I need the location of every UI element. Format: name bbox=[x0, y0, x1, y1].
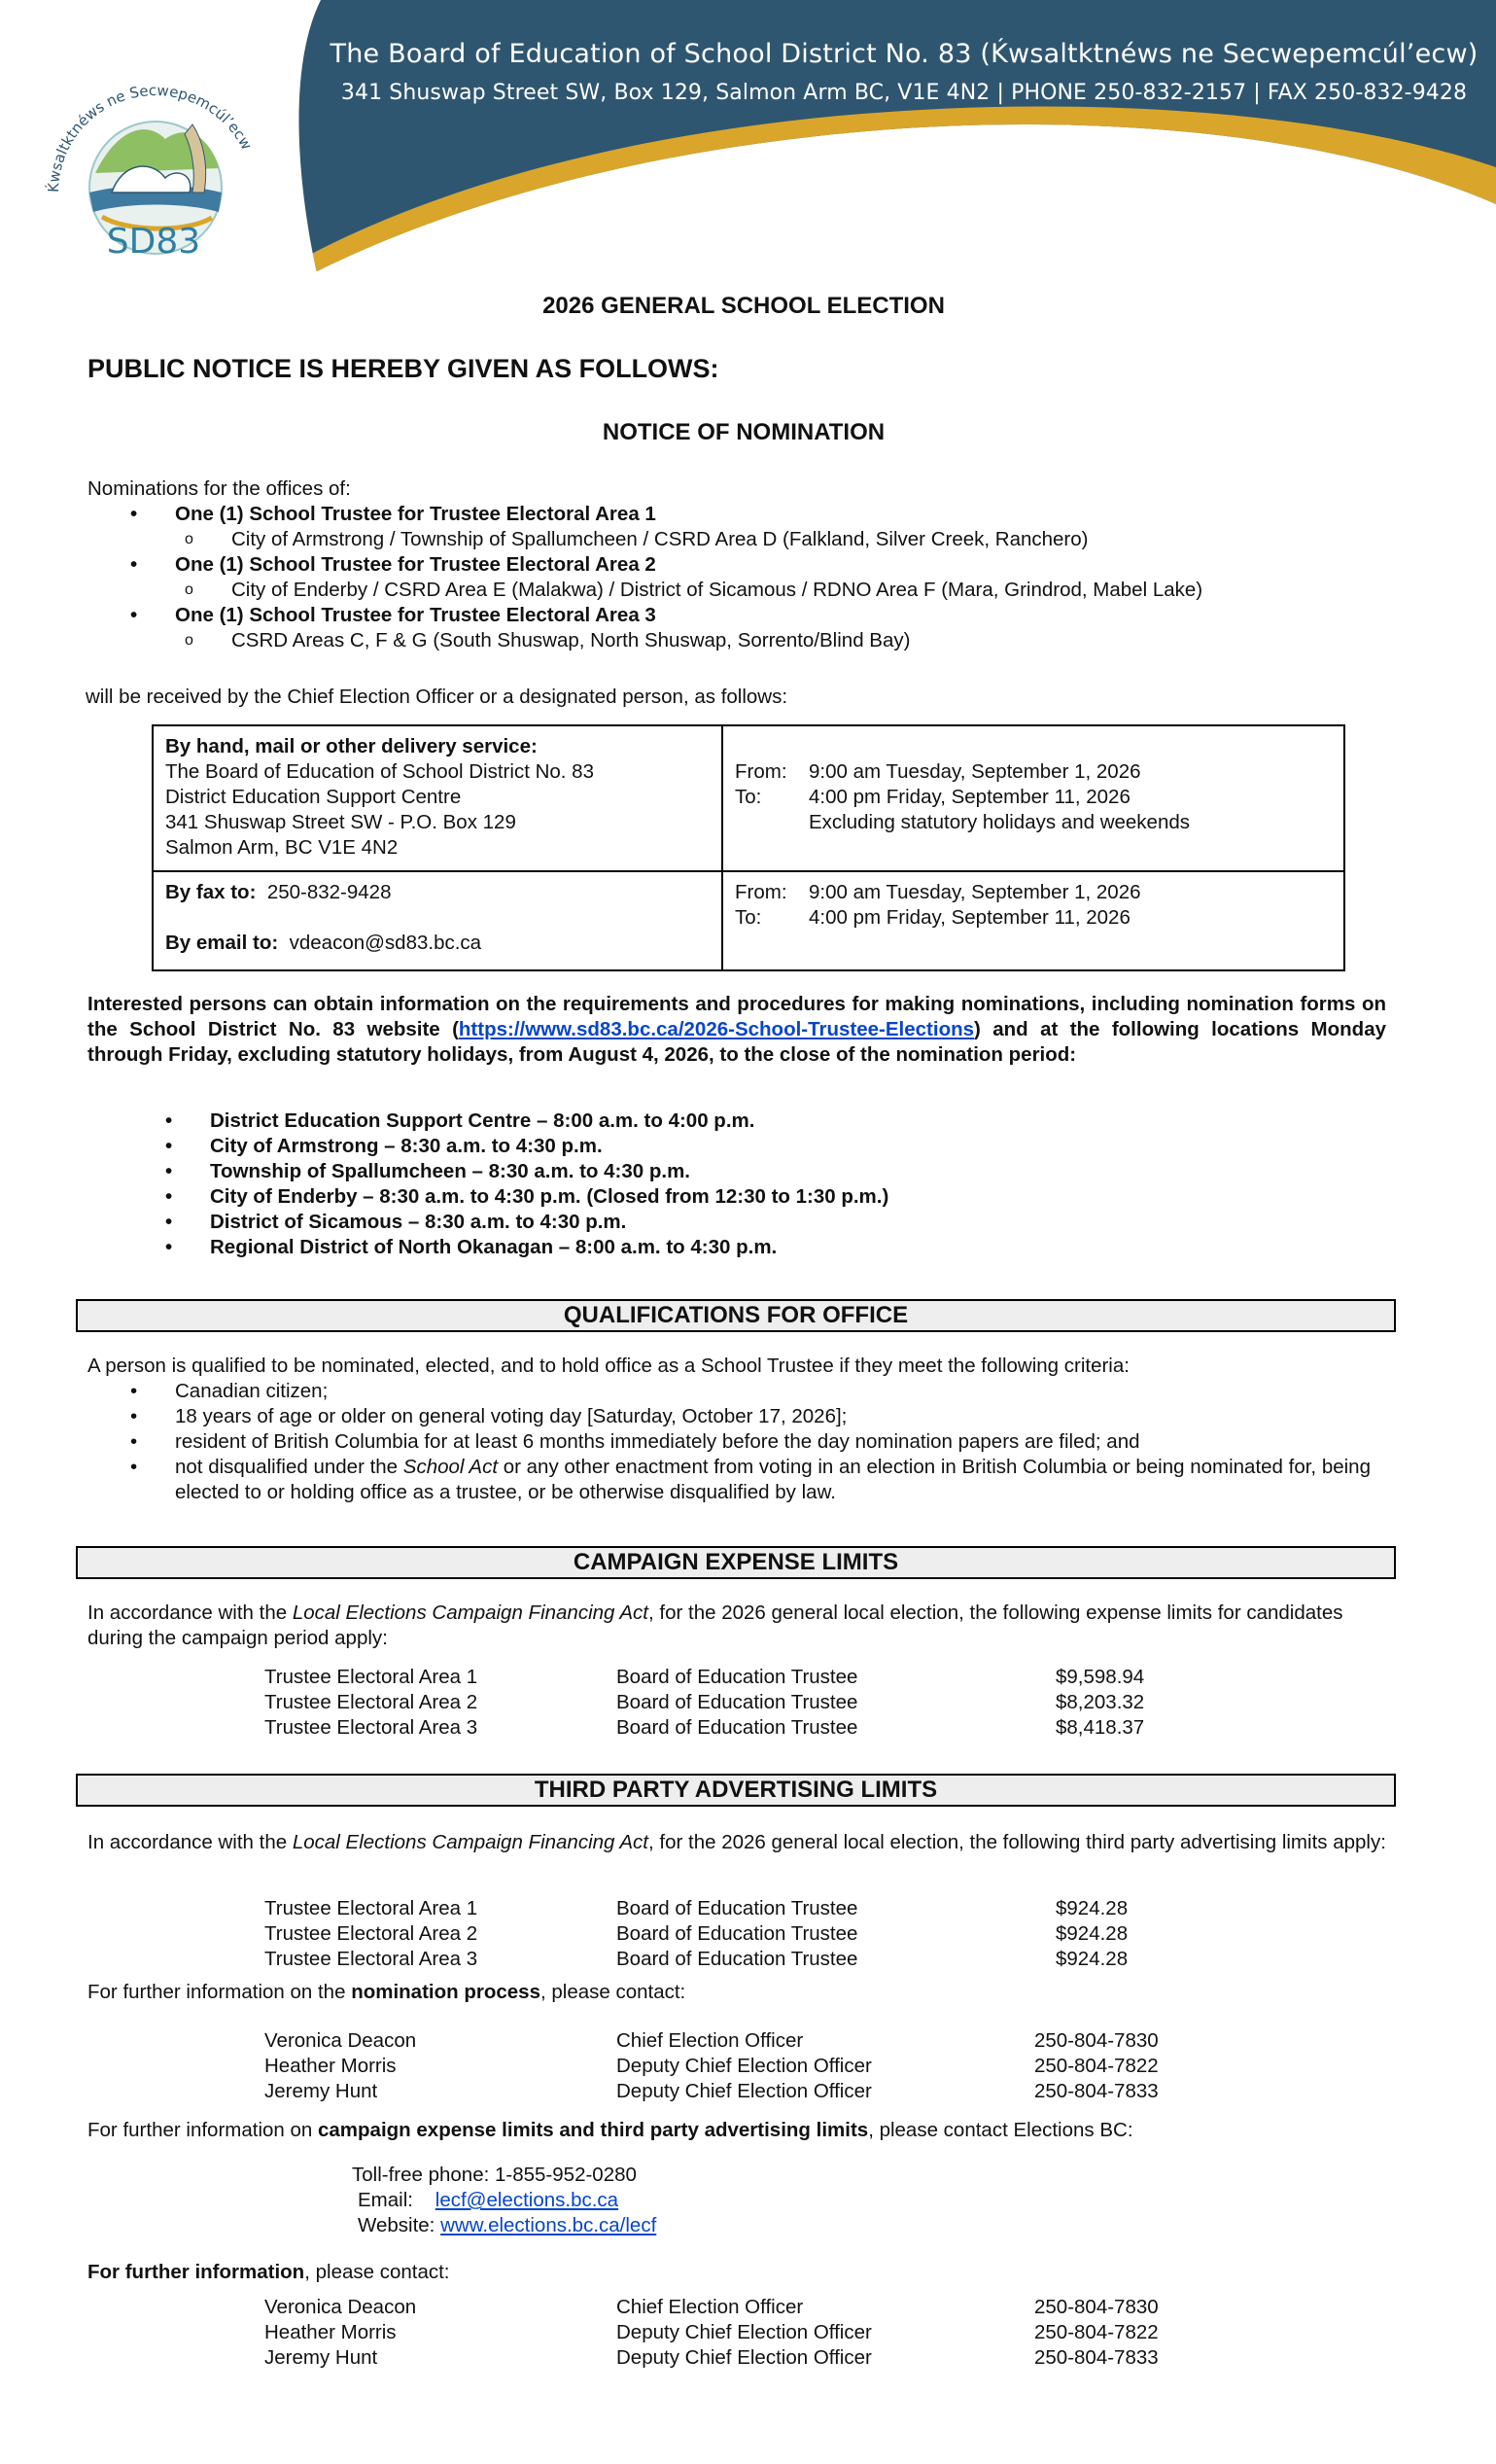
location-item: • District Education Support Centre – 8:00 a.m. to 4:00 p.m. bbox=[122, 1109, 1386, 1134]
expense-limits-table bbox=[87, 1665, 1400, 1741]
contact-row: Jeremy Hunt Deputy Chief Election Officer 250-804-7833 bbox=[264, 2346, 1159, 2369]
notice-of-nomination-heading: NOTICE OF NOMINATION bbox=[602, 419, 886, 445]
office-detail: o CSRD Areas C, F & G (South Shuswap, North Shuswap, Sorrento/Blind Bay) bbox=[87, 628, 1400, 653]
fax-label: By fax to: bbox=[165, 881, 257, 903]
logo-arc-textpath: Ḱwsaltktnéws ne Secwepemcúl’ecw bbox=[44, 81, 256, 194]
to-label: To: bbox=[735, 906, 762, 929]
to-label: To: bbox=[735, 786, 762, 808]
nomination-contact-intro: For further information on the nomination process, please contact: bbox=[87, 1981, 686, 2003]
fax-from-date: 9:00 am Tuesday, September 1, 2026 bbox=[809, 881, 1141, 903]
from-label: From: bbox=[735, 881, 787, 903]
delivery-hand-dates bbox=[722, 725, 1344, 871]
public-notice-heading: PUBLIC NOTICE IS HEREBY GIVEN AS FOLLOWS: bbox=[87, 354, 719, 383]
office-item: • One (1) School Trustee for Trustee Electoral Area 1 bbox=[87, 502, 1400, 527]
hand-from-date: 9:00 am Tuesday, September 1, 2026 bbox=[809, 760, 1141, 783]
email-label: By email to: bbox=[165, 932, 279, 954]
nomination-contacts bbox=[87, 2028, 1400, 2104]
expense-row: Trustee Electoral Area 3 Board of Education Trustee $8,418.37 bbox=[264, 1716, 1145, 1739]
delivery-hand-line: District Education Support Centre bbox=[165, 786, 462, 808]
office-item: • One (1) School Trustee for Trustee Electoral Area 2 bbox=[87, 552, 1400, 578]
location-item: • City of Armstrong – 8:30 a.m. to 4:30 p.m. bbox=[122, 1134, 1386, 1159]
board-name: The Board of Education of School District No. 83 (Ḱwsaltktnéws ne Secwepemcúl’ecw) bbox=[330, 39, 1479, 69]
email-address[interactable]: vdeacon@sd83.bc.ca bbox=[289, 932, 482, 954]
qualifications-heading: QUALIFICATIONS FOR OFFICE bbox=[76, 1299, 1396, 1332]
tpa-row: Trustee Electoral Area 1 Board of Education Trustee $924.28 bbox=[264, 1897, 1129, 1919]
delivery-hand-line: Salmon Arm, BC V1E 4N2 bbox=[165, 836, 399, 859]
locations-list bbox=[122, 1109, 1386, 1260]
ebc-website-label: Website: bbox=[358, 2214, 435, 2236]
info-text-1: Interested persons can obtain information on the requirements and procedures for making nominations, including nomination forms on the School District No. 83 website ( bbox=[87, 993, 1386, 1040]
election-title: 2026 GENERAL SCHOOL ELECTION bbox=[542, 293, 945, 319]
info-paragraph bbox=[87, 992, 1386, 1068]
offices-intro: Nominations for the offices of: bbox=[87, 477, 351, 500]
tpa-row: Trustee Electoral Area 2 Board of Education Trustee $924.28 bbox=[264, 1922, 1129, 1945]
qualifications-list bbox=[87, 1379, 1390, 1505]
location-item: • District of Sicamous – 8:30 a.m. to 4:30 p.m. bbox=[122, 1210, 1386, 1235]
hand-to-date: 4:00 pm Friday, September 11, 2026 bbox=[809, 786, 1131, 808]
offices-list bbox=[87, 502, 1400, 527]
expense-row: Trustee Electoral Area 1 Board of Education Trustee $9,598.94 bbox=[264, 1666, 1145, 1688]
from-label: From: bbox=[735, 760, 787, 783]
letterhead-text bbox=[321, 39, 1487, 105]
qualification-item: • 18 years of age or older on general voting day [Saturday, October 17, 2026]; bbox=[87, 1404, 1390, 1429]
delivery-hand-line: The Board of Education of School District No. 83 bbox=[165, 760, 594, 783]
location-item: • Township of Spallumcheen – 8:30 a.m. to 4:30 p.m. bbox=[122, 1159, 1386, 1184]
delivery-table bbox=[152, 724, 1345, 971]
third-party-advertising-heading: THIRD PARTY ADVERTISING LIMITS bbox=[76, 1774, 1396, 1807]
delivery-hand-cell bbox=[153, 725, 722, 871]
delivery-hand-label: By hand, mail or other delivery service: bbox=[165, 735, 538, 757]
elections-bc-contact bbox=[352, 2163, 656, 2238]
hand-exclusion-note: Excluding statutory holidays and weekends bbox=[809, 811, 1191, 833]
qualification-item: • not disqualified under the School Act or any other enactment from voting in an election in British Columbia or being nominated for, being elected to or holding office as a trustee, or be otherwise disqualified by law. bbox=[87, 1455, 1390, 1505]
logo-text: SD83 bbox=[106, 222, 201, 262]
qualification-item: • Canadian citizen; bbox=[87, 1379, 1390, 1404]
tpa-row: Trustee Electoral Area 3 Board of Education Trustee $924.28 bbox=[264, 1948, 1129, 1970]
contact-row: Veronica Deacon Chief Election Officer 250-804-7830 bbox=[264, 2029, 1159, 2052]
fax-number: 250-832-9428 bbox=[266, 881, 392, 903]
elections-bc-intro: For further information on campaign expense limits and third party advertising limits, please contact Elections BC: bbox=[87, 2119, 1133, 2141]
tpa-intro: In accordance with the Local Elections Campaign Financing Act, for the 2026 general local election, the following third party advertising limits apply: bbox=[87, 1831, 1386, 1853]
location-item: • Regional District of North Okanagan – 8:00 a.m. to 4:30 p.m. bbox=[122, 1235, 1386, 1260]
expense-row: Trustee Electoral Area 2 Board of Education Trustee $8,203.32 bbox=[264, 1691, 1145, 1713]
ebc-website-link[interactable]: www.elections.bc.ca/lecf bbox=[440, 2214, 657, 2236]
qualifications-intro: A person is qualified to be nominated, elected, and to hold office as a School Trustee if they meet the following criteria: bbox=[87, 1355, 1130, 1377]
office-detail: o City of Enderby / CSRD Area E (Malakwa) / District of Sicamous / RDNO Area F (Mara, Grindrod, Mabel Lake) bbox=[87, 578, 1400, 603]
delivery-fax-email-cell bbox=[153, 871, 722, 970]
contact-row: Heather Morris Deputy Chief Election Officer 250-804-7822 bbox=[264, 2321, 1159, 2343]
office-detail: o City of Armstrong / Township of Spallumcheen / CSRD Area D (Falkland, Silver Creek, Ranchero) bbox=[87, 527, 1400, 552]
delivery-fax-dates bbox=[722, 871, 1344, 970]
expense-intro: In accordance with the Local Elections Campaign Financing Act, for the 2026 general local election, the following expense limits for candidates during the campaign period apply: bbox=[87, 1602, 1343, 1649]
ebc-phone: Toll-free phone: 1-855-952-0280 bbox=[352, 2164, 637, 2186]
board-address: 341 Shuswap Street SW, Box 129, Salmon Arm BC, V1E 4N2 | PHONE 250-832-2157 | FAX 250-832-9428 bbox=[340, 81, 1468, 105]
contact-row: Jeremy Hunt Deputy Chief Election Officer 250-804-7833 bbox=[264, 2080, 1159, 2102]
further-info-contacts bbox=[87, 2295, 1400, 2371]
sd83-website-link[interactable]: https://www.sd83.bc.ca/2026-School-Trustee-Elections bbox=[458, 1018, 975, 1040]
fax-to-date: 4:00 pm Friday, September 11, 2026 bbox=[809, 906, 1131, 929]
sd83-logo bbox=[19, 47, 331, 270]
qualification-item: • resident of British Columbia for at least 6 months immediately before the day nomination papers are filed; and bbox=[87, 1429, 1390, 1455]
location-item: • City of Enderby – 8:30 a.m. to 4:30 p.m. (Closed from 12:30 to 1:30 p.m.) bbox=[122, 1184, 1386, 1210]
letterhead bbox=[0, 0, 1496, 292]
offices-section bbox=[87, 476, 1400, 653]
ebc-email-label: Email: bbox=[358, 2189, 413, 2211]
ebc-email-link[interactable]: lecf@elections.bc.ca bbox=[435, 2189, 619, 2211]
contact-row: Heather Morris Deputy Chief Election Officer 250-804-7822 bbox=[264, 2055, 1159, 2077]
tpa-limits-table bbox=[87, 1896, 1400, 1972]
office-item: • One (1) School Trustee for Trustee Electoral Area 3 bbox=[87, 603, 1400, 628]
delivery-hand-line: 341 Shuswap Street SW - P.O. Box 129 bbox=[165, 811, 516, 833]
qualifications-section bbox=[87, 1354, 1390, 1505]
info-text-2: ) and at the following locations Monday through Friday, excluding statutory holidays, from August 4, 2026, to the close of the nomination period: bbox=[87, 1018, 1386, 1066]
received-by-text: will be received by the Chief Election Officer or a designated person, as follows: bbox=[86, 686, 788, 708]
campaign-expense-heading: CAMPAIGN EXPENSE LIMITS bbox=[76, 1546, 1396, 1579]
further-info-intro: For further information, please contact: bbox=[87, 2261, 450, 2283]
contact-row: Veronica Deacon Chief Election Officer 250-804-7830 bbox=[264, 2296, 1159, 2318]
